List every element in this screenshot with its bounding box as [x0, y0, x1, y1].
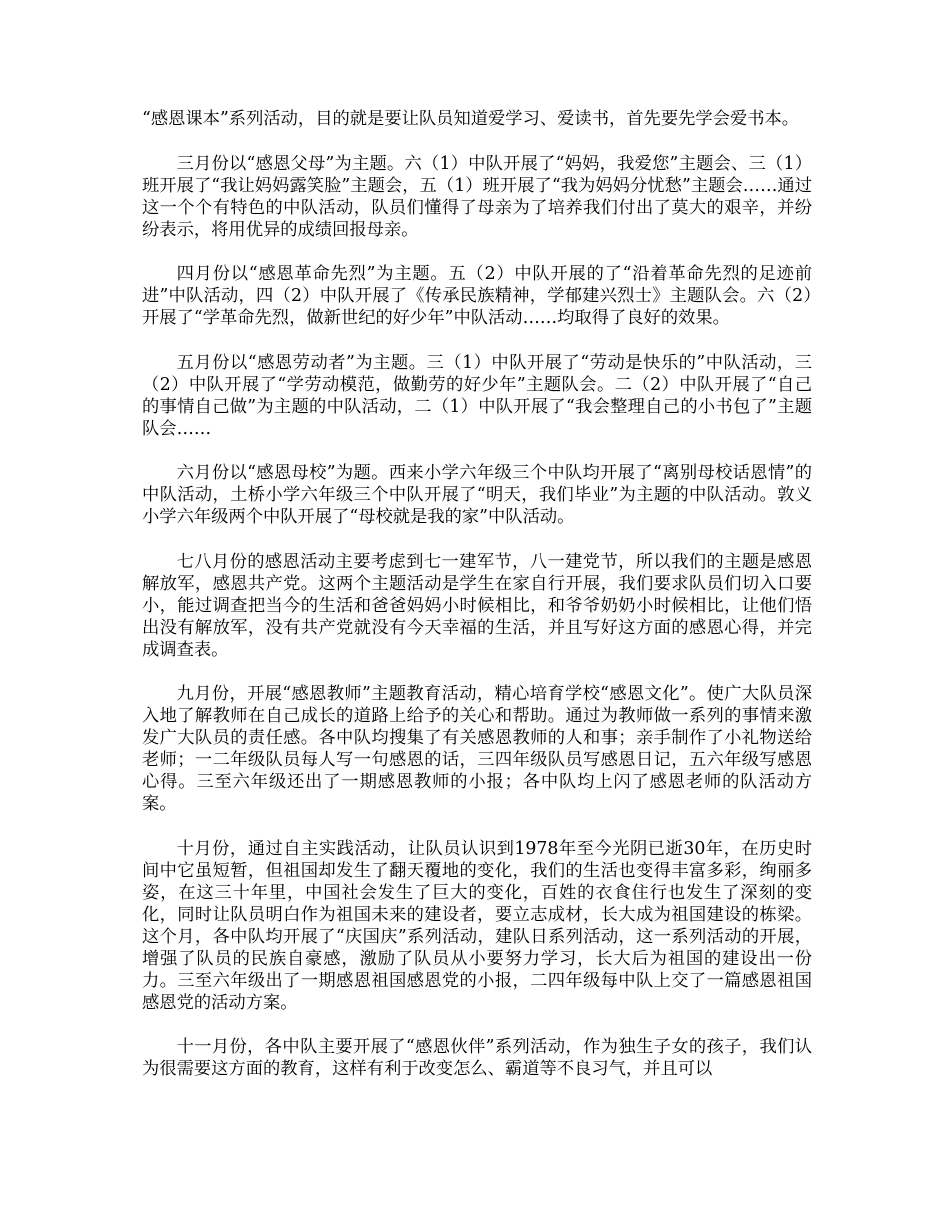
paragraph-march-parents: 三月份以“感恩父母”为主题。六（1）中队开展了“妈妈，我爱您”主题会、三（1）班开展了“我让妈妈露笑脸”主题会，五（1）班开展了“我为妈妈分忧愁”主题会……通过这一个个有特色的中队活动，队员们懂得了母亲为了培养我们付出了莫大的艰辛，并纷纷表示，将用优异的成绩回报母亲。 — [142, 153, 812, 240]
paragraph-november-partners: 十一月份，各中队主要开展了“感恩伙伴”系列活动，作为独生子女的孩子，我们认为很需要这方面的教育，这样有利于改变怎么、霸道等不良习气，并且可以 — [142, 1037, 812, 1079]
paragraph-june-school: 六月份以“感恩母校”为题。西来小学六年级三个中队均开展了“离别母校话恩情”的中队活动，土桥小学六年级三个中队开展了“明天，我们毕业”为主题的中队活动。敦义小学六年级两个中队开展了“母校就是我的家”中队活动。 — [142, 463, 812, 527]
paragraph-april-martyrs: 四月份以“感恩革命先烈”为主题。五（2）中队开展的了“沿着革命先烈的足迹前进”中队活动，四（2）中队开展了《传承民族精神，学郁建兴烈士》主题队会。六（2）开展了“学革命先烈，做新世纪的好少年”中队活动……均取得了良好的效果。 — [142, 264, 812, 328]
document-page — [142, 108, 812, 1103]
paragraph-september-teachers: 九月份，开展“感恩教师”主题教育活动，精心培育学校“感恩文化”。使广大队员深入地了解教师在自己成长的道路上给予的关心和帮助。通过为教师做一系列的事情来激发广大队员的责任感。各中队均搜集了有关感恩教师的人和事；亲手制作了小礼物送给老师；一二年级队员每人写一句感恩的话，三四年级队员写感恩日记，五六年级写感恩心得。三至六年级还出了一期感恩教师的小报；各中队均上闪了感恩老师的队活动方案。 — [142, 684, 812, 814]
paragraph-july-august-army-party: 七八月份的感恩活动主要考虑到七一建军节，八一建党节，所以我们的主题是感恩解放军，感恩共产党。这两个主题活动是学生在家自行开展，我们要求队员们切入口要小，能过调查把当今的生活和爸爸妈妈小时候相比，和爷爷奶奶小时候相比，让他们悟出没有解放军，没有共产党就没有今天幸福的生活，并且写好这方面的感恩心得，并完成调查表。 — [142, 551, 812, 660]
paragraph-may-workers: 五月份以“感恩劳动者”为主题。三（1）中队开展了“劳动是快乐的”中队活动，三（2）中队开展了“学劳动模范，做勤劳的好少年”主题队会。二（2）中队开展了“自己的事情自己做”为主题的中队活动，二（1）中队开展了“我会整理自己的小书包了”主题队会…… — [142, 352, 812, 439]
paragraph-october-motherland: 十月份，通过自主实践活动，让队员认识到1978年至今光阴已逝30年，在历史时间中它虽短暂，但祖国却发生了翻天覆地的变化，我们的生活也变得丰富多彩，绚丽多姿，在这三十年里，中国社会发生了巨大的变化，百姓的衣食住行也发生了深刻的变化，同时让队员明白作为祖国未来的建设者，要立志成材，长大成为祖国建设的栋梁。这个月，各中队均开展了“庆国庆”系列活动，建队日系列活动，这一系列活动的开展，增强了队员的民族自豪感，激励了队员从小要努力学习，长大后为祖国的建设出一份力。三至六年级出了一期感恩祖国感恩党的小报，二四年级每中队上交了一篇感恩祖国感恩党的活动方案。 — [142, 838, 812, 1013]
paragraph-textbook-gratitude: “感恩课本”系列活动，目的就是要让队员知道爱学习、爱读书，首先要先学会爱书本。 — [142, 109, 800, 129]
